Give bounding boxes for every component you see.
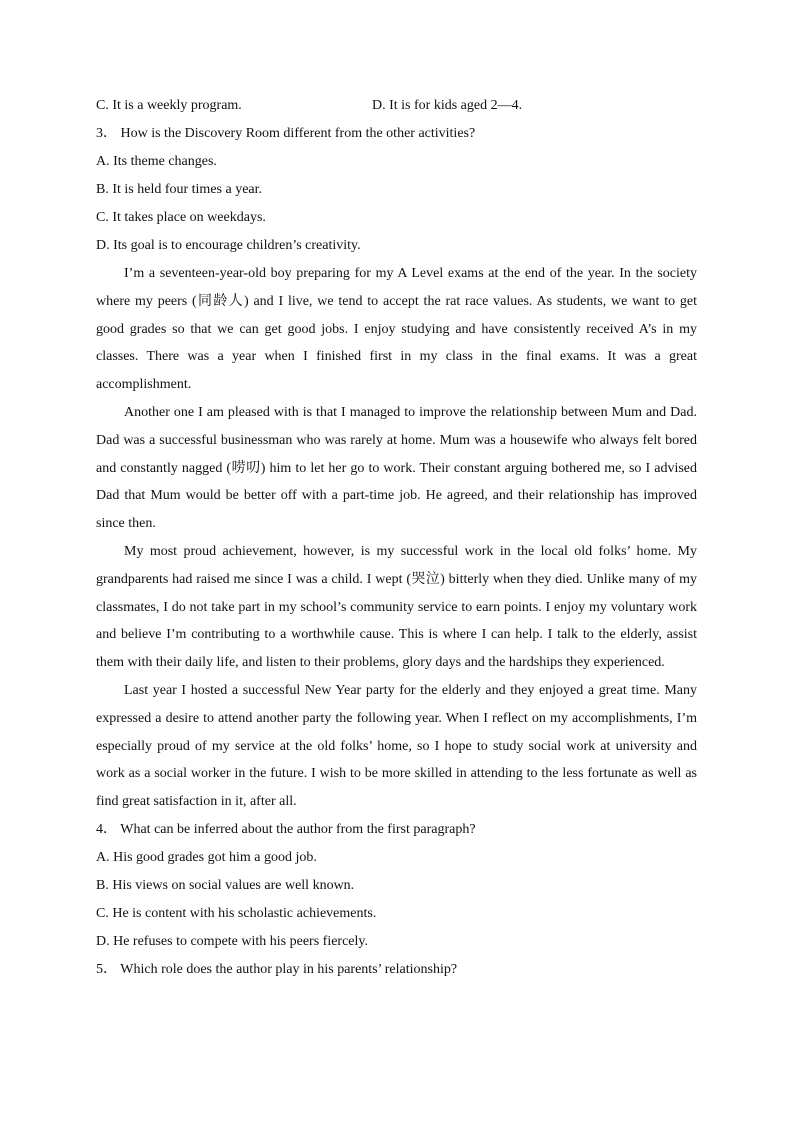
question-3-option-d: D. Its goal is to encourage children’s creativity. — [96, 238, 361, 253]
passage-paragraph-3: My most proud achievement, however, is my successful work in the local old folks’ home. My grandparents had raised me since I was a child. I wept (哭泣) bitterly when they died. Unlike many of my classmates, I do not take part in my school’s community service to earn points. I enjoy my voluntary work and believe I’m contributing to a worthwhile cause. This is where I can help. I talk to the elderly, assist them with their daily life, and listen to their problems, glory days and the hardships they experienced. — [96, 543, 697, 671]
document-page — [96, 92, 697, 984]
question-4-option-a: A. His good grades got him a good job. — [96, 849, 317, 865]
question-4-option-b: B. His views on social values are well known. — [96, 877, 355, 893]
question-2-option-c: C. It is a weekly program. — [96, 98, 242, 113]
question-3-option-a: A. Its theme changes. — [96, 154, 217, 169]
question-4-option-d: D. He refuses to compete with his peers fiercely. — [96, 933, 368, 949]
question-4-option-c: C. He is content with his scholastic achievements. — [96, 905, 377, 921]
passage-paragraph-2: Another one I am pleased with is that I managed to improve the relationship between Mum and Dad. Dad was a successful businessman who was rarely at home. Mum was a housewife who always felt bored and constantly nagged (唠叨) him to let her go to work. Their constant arguing bothered me, so I advised Dad that Mum would be better off with a part-time job. He agreed, and their relationship has improved since then. — [96, 404, 697, 532]
question-2-options-row — [96, 92, 697, 120]
passage-paragraph-4: Last year I hosted a successful New Year party for the elderly and they enjoyed a great time. Many expressed a desire to attend another party the following year. When I reflect on my accomplishments, I’m especially proud of my service at the old folks’ home, so I hope to study social work at university and work as a social worker in the future. I wish to be more skilled in attending to the less fortunate as well as find great satisfaction in it, after all. — [96, 682, 697, 810]
question-3-stem: 3． How is the Discovery Room different from the other activities? — [96, 126, 476, 141]
passage-paragraph-1: I’m a seventeen-year-old boy preparing for my A Level exams at the end of the year. In the society where my peers (同龄人) and I live, we tend to accept the rat race values. As students, we want to get good grades so that we can get good jobs. I enjoy studying and have consistently received A’s in my classes. There was a year when I finished first in my class in the final exams. It was a great accomplishment. — [96, 266, 697, 393]
question-2-option-d: D. It is for kids aged 2—4. — [372, 98, 523, 113]
question-4-stem: 4． What can be inferred about the author from the first paragraph? — [96, 821, 476, 837]
question-3-option-c: C. It takes place on weekdays. — [96, 210, 266, 225]
question-3-option-b: B. It is held four times a year. — [96, 182, 263, 197]
question-5-stem: 5． Which role does the author play in his parents’ relationship? — [96, 961, 458, 977]
